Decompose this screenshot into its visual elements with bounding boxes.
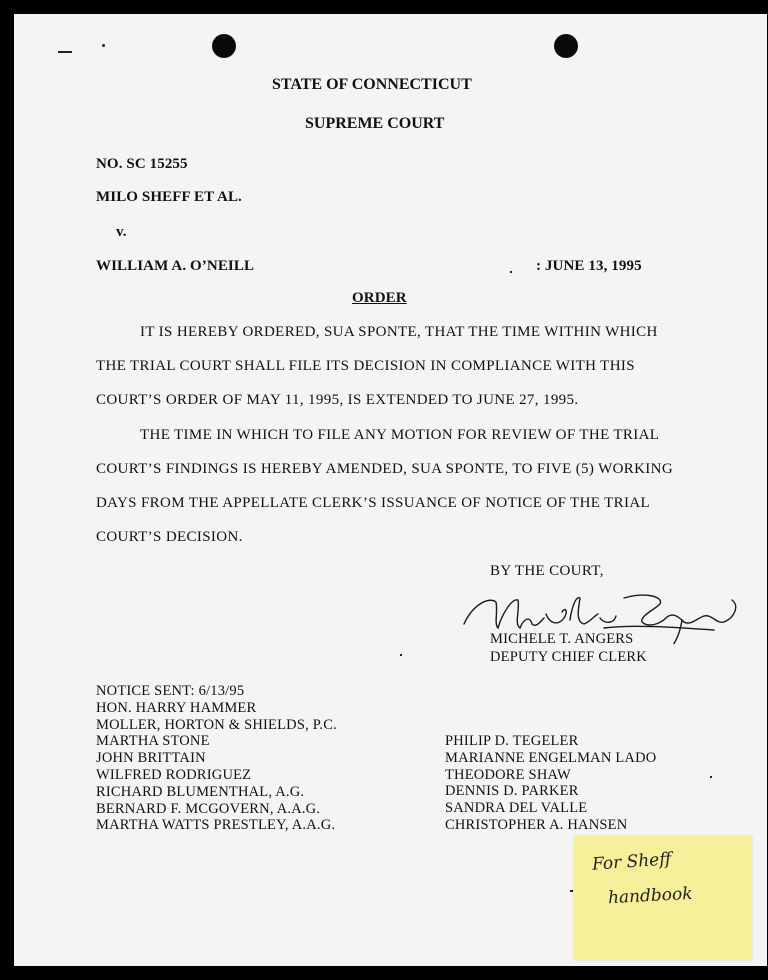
paragraph-line: COURT’S DECISION. — [96, 529, 243, 545]
recipient: RICHARD BLUMENTHAL, A.G. — [96, 783, 305, 800]
recipient: CHRISTOPHER A. HANSEN — [445, 816, 628, 833]
scan-speck — [710, 776, 712, 778]
court-heading: SUPREME COURT — [305, 115, 445, 132]
notice-sent-line: NOTICE SENT: 6/13/95 — [96, 683, 245, 699]
paragraph-line: IT IS HEREBY ORDERED, SUA SPONTE, THAT THE TIME WITHIN WHICH — [140, 324, 658, 340]
scan-speck — [570, 890, 573, 892]
defendant-name: WILLIAM A. O’NEILL — [96, 258, 255, 274]
sticky-note — [574, 836, 752, 960]
signer-name: MICHELE T. ANGERS — [490, 631, 634, 647]
scan-speck — [102, 44, 105, 47]
paragraph-line: THE TRIAL COURT SHALL FILE ITS DECISION IN COMPLIANCE WITH THIS — [96, 358, 635, 374]
signer-title: DEPUTY CHIEF CLERK — [490, 649, 647, 665]
recipient: JOHN BRITTAIN — [96, 750, 206, 767]
versus-label: v. — [116, 224, 127, 240]
recipient: DENNIS D. PARKER — [445, 783, 579, 800]
by-the-court-label: BY THE COURT, — [490, 563, 604, 579]
punch-hole-right — [554, 34, 578, 58]
recipient: MARIANNE ENGELMAN LADO — [445, 749, 657, 766]
scan-speck — [510, 271, 512, 273]
order-date: : JUNE 13, 1995 — [536, 258, 642, 274]
sticky-note-line: For Sheff — [591, 849, 672, 875]
scan-speck — [58, 51, 72, 53]
paragraph-line: THE TIME IN WHICH TO FILE ANY MOTION FOR REVIEW OF THE TRIAL — [140, 427, 660, 443]
punch-hole-left — [212, 34, 236, 58]
plaintiff-name: MILO SHEFF ET AL. — [96, 189, 242, 205]
paragraph-line: DAYS FROM THE APPELLATE CLERK’S ISSUANCE OF NOTICE OF THE TRIAL — [96, 495, 651, 511]
recipient: THEODORE SHAW — [445, 766, 571, 783]
document-page — [14, 14, 767, 966]
state-heading: STATE OF CONNECTICUT — [272, 76, 472, 93]
scan-speck — [400, 654, 402, 656]
order-title: ORDER — [352, 290, 407, 306]
recipient: WILFRED RODRIGUEZ — [96, 766, 252, 783]
recipient: MARTHA WATTS PRESTLEY, A.A.G. — [96, 817, 336, 834]
sticky-note-line: handbook — [607, 883, 694, 909]
recipient: MARTHA STONE — [96, 733, 210, 750]
paragraph-line: COURT’S FINDINGS IS HEREBY AMENDED, SUA SPONTE, TO FIVE (5) WORKING — [96, 461, 674, 477]
recipient: BERNARD F. MCGOVERN, A.A.G. — [96, 800, 321, 817]
paragraph-line: COURT’S ORDER OF MAY 11, 1995, IS EXTENDED TO JUNE 27, 1995. — [96, 392, 579, 408]
notice-right-column — [445, 733, 656, 834]
recipient: MOLLER, HORTON & SHIELDS, P.C. — [96, 716, 337, 733]
recipient: HON. HARRY HAMMER — [96, 699, 257, 716]
recipient: SANDRA DEL VALLE — [445, 800, 588, 817]
case-number: NO. SC 15255 — [96, 156, 188, 172]
recipient: PHILIP D. TEGELER — [445, 733, 579, 749]
notice-left-column — [96, 683, 337, 834]
